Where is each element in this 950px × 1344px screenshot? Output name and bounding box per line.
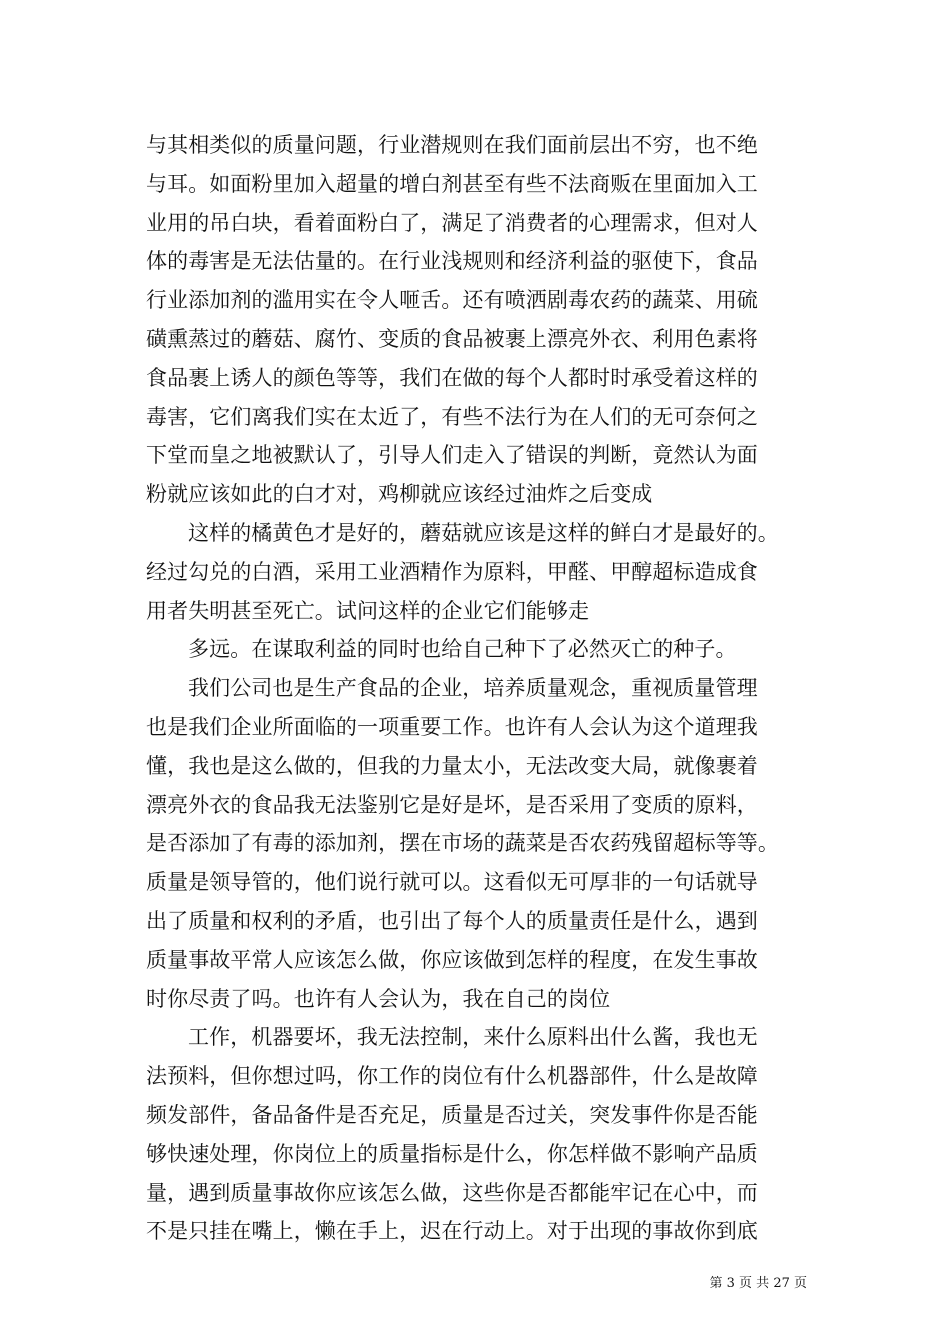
text-line: 出了质量和权利的矛盾，也引出了每个人的质量责任是什么，遇到 (146, 908, 758, 933)
text-line: 质量是领导管的，他们说行就可以。这看似无可厚非的一句话就导 (146, 870, 758, 895)
text-line: 这样的橘黄色才是好的，蘑菇就应该是这样的鲜白才是最好的。 (188, 520, 779, 545)
text-line: 与其相类似的质量问题，行业潜规则在我们面前层出不穷，也不绝 (146, 133, 758, 157)
body-text (146, 126, 826, 1251)
text-line: 也是我们企业所面临的一项重要工作。也许有人会认为这个道理我 (146, 714, 758, 739)
text-line: 频发部件，备品备件是否充足，质量是否过关，突发事件你是否能 (146, 1102, 758, 1127)
text-line: 法预料，但你想过吗，你工作的岗位有什么机器部件，什么是故障 (146, 1064, 758, 1089)
text-line: 毒害，它们离我们实在太近了，有些不法行为在人们的无可奈何之 (146, 404, 758, 429)
text-line: 漂亮外衣的食品我无法鉴别它是好是坏，是否采用了变质的原料， (146, 792, 758, 817)
text-line: 用者失明甚至死亡。试问这样的企业它们能够走 (146, 598, 590, 623)
text-line: 体的毒害是无法估量的。在行业浅规则和经济利益的驱使下，食品 (146, 249, 758, 274)
text-line: 多远。在谋取利益的同时也给自己种下了必然灭亡的种子。 (188, 637, 737, 662)
text-line: 时你尽责了吗。也许有人会认为，我在自己的岗位 (146, 986, 611, 1011)
text-line: 行业添加剂的滥用实在令人咂舌。还有喷洒剧毒农药的蔬菜、用硫 (146, 288, 758, 313)
text-line: 懂，我也是这么做的，但我的力量太小，无法改变大局，就像裹着 (146, 753, 758, 778)
page-number: 第 3 页 共 27 页 (709, 1276, 807, 1291)
text-line: 我们公司也是生产食品的企业，培养质量观念，重视质量管理 (188, 676, 758, 701)
text-line: 工作，机器要坏，我无法控制，来什么原料出什么酱，我也无 (188, 1025, 758, 1050)
text-line: 量，遇到质量事故你应该怎么做，这些你是否都能牢记在心中，而 (146, 1180, 758, 1205)
text-line: 食品裹上诱人的颜色等等，我们在做的每个人都时时承受着这样的 (146, 365, 758, 390)
text-line: 经过勾兑的白酒，采用工业酒精作为原料，甲醛、甲醇超标造成食 (146, 559, 758, 584)
text-line: 不是只挂在嘴上，懒在手上，迟在行动上。对于出现的事故你到底 (146, 1219, 758, 1244)
text-line: 粉就应该如此的白才对，鸡柳就应该经过油炸之后变成 (146, 482, 653, 507)
text-line: 磺熏蒸过的蘑菇、腐竹、变质的食品被裹上漂亮外衣、利用色素将 (146, 326, 758, 351)
text-line: 与耳。如面粉里加入超量的增白剂甚至有些不法商贩在里面加入工 (146, 171, 758, 196)
text-line: 是否添加了有毒的添加剂，摆在市场的蔬菜是否农药残留超标等等。 (146, 831, 779, 856)
text-line: 够快速处理，你岗位上的质量指标是什么，你怎样做不影响产品质 (146, 1141, 758, 1166)
text-line: 下堂而皇之地被默认了，引导人们走入了错误的判断，竟然认为面 (146, 443, 758, 468)
text-line: 业用的吊白块，看着面粉白了，满足了消费者的心理需求，但对人 (146, 210, 758, 235)
text-line: 质量事故平常人应该怎么做，你应该做到怎样的程度，在发生事故 (146, 947, 758, 972)
